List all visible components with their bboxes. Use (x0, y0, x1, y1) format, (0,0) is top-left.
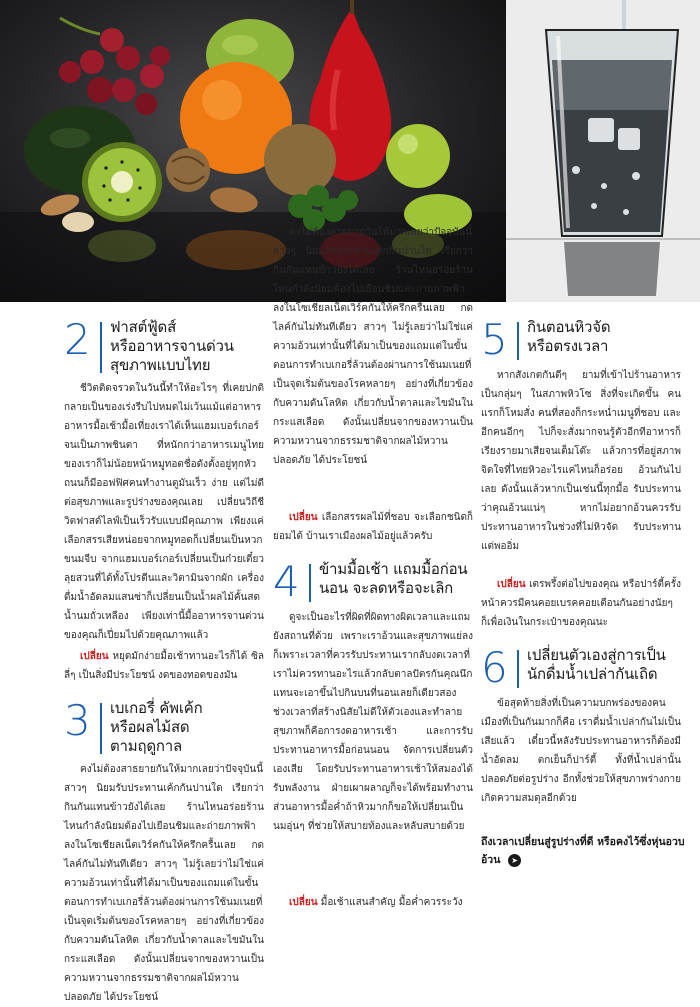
section-divider (100, 703, 102, 754)
section-title (110, 318, 234, 375)
section-paragraph: ชีวิตติดจรวดในวันนี้ทำให้อะไรๆ ที่เคยปกติกลายเป็นของเร่งรีบไปหมดไม่เว้นแม้แต่อาหาร อาหารมื้อเช้ามื้อเที่ยงเราได้เห็นแฮมเบอร์เกอร์จนเป็นภาพชินตา ที่หนักกว่าอาหารเมนูไทยของเราก็ไม่น้อยหน้าหมูทอดชื่อดังตั้งอยู่ทุกหัวถนนก็มีออฟฟิศคนทำงานตูมันเร็ว ง่าย แต่ไม่ดีต่อสุขภาพและรูปร่างของคุณเลย เปลี่ยนวิถีชีวิตฟาสต์ไลฟ์เป็นเร็วรับแบบมีคุณภาพ เพียงแค่เลือกสรรเสียหน่อยจากหมูทอดก็เปลี่ยนเป็นหวกขนมจีบ จากแฮมเบอร์เกอร์เปลี่ยนเป็นก๋วยเตี๋ยวลุยสวนที่ได้ทั้งโปรตีนและวิตามินจากผัก เครื่องดื่มน้ำอัดลมแสนซ่าก็เปลี่ยนเป็นน้ำผลไม้คั้นสดน้ำนมถั่วเหลือง เพียงเท่านี้มื้ออาหารจานด่วนของคุณก็เปี่ยมไปด้วยคุณภาพแล้ว (64, 383, 264, 641)
section-2-header (64, 315, 264, 375)
section-title (527, 646, 666, 684)
section-5-header (481, 315, 681, 364)
column-middle (273, 227, 473, 912)
section-6 (481, 643, 681, 808)
tip-label: เปลี่ยน (80, 651, 109, 662)
section-paragraph: คงไม่ต้องสาธยายกันให้มากเลยว่าปัจจุบันนี้สาวๆ นิยมรับประทานเค้กกันปานใด เรียกว่ากินกันแทนข้าวยังได้เลย ร้านไหนอร่อยร้านไหนกำลังนิยมต้องไปเยือนชิมและถ่ายภาพฟ้า ลงในโซเชียลเน็ตเวิร์คกันให้ครึกครื้นเลย กดไลค์กันไม่ทันทีเดียว สาวๆ ไม่รู้เลยว่าไม่ใช่แค่ความอ้วนเท่านั้นที่ได้มาเป็นของแถมแต่ในขั้นตอนการทำเบเกอรี่ล้วนต้องผ่านการใช้นมเนยที่เป็นจุดเริ่มต้นของโรคหลายๆ อย่างที่เกี่ยวข้องกับความดันโลหิต เกี่ยวกับน้ำตาลและไขมันในกระแสเลือด ดังนั้นเปลี่ยนจากของหวานเป็นความหวานจากธรรมชาติจากผลไม้หวานปลอดภัย ได้ประโยชน์ (64, 764, 264, 1003)
title-line: หรือผลไม้สด (110, 718, 190, 736)
title-line: เปลี่ยนตัวเองสู่การเป็น (527, 646, 666, 664)
section-number: 4 (273, 557, 300, 606)
tip-text: เตรพรึ้งต่อไปของคุณ หรือปาร์ตี้ครั้งหน้าควรมีคนคอยเบรคคอยเตือนกันอย่างนัยๆ ก็เพื่อเงินในกระเป๋าของคุณนะ (481, 579, 681, 628)
section-4 (273, 557, 473, 912)
section-tip (273, 508, 473, 546)
section-6-header (481, 643, 681, 692)
water-glass-illustration (506, 0, 700, 302)
tip-text: เลือกสรรผลไม้ที่ชอบ จะเลือกชนิดก็ยอมได้ บ้านเราเมืองผลไม้อยู่แล้วครับ (273, 512, 473, 542)
title-line: หรือตรงเวลา (527, 337, 609, 355)
section-divider (309, 564, 311, 602)
section-title (527, 318, 610, 356)
title-line: นักดื่มน้ำเปล่ากันเถิด (527, 665, 658, 683)
section-paragraph: ดูจะเป็นอะไรที่ผิดที่ผิดทางผิดเวลาและแถมยังสถานที่ด้วย เพราะเราอ้วนและสุขภาพแย่ลงก็เพราะเวลาที่ควรรับประทานเรากลับงดเวลาที่เราไม่ควรทานอะไรแล้วกลับตาลปัตรกันคุณนึกแทนจะเอาขึ้นไปกินบนที่นอนเลยก็เดียวสองช่วงเวลาที่สร้างนิสัยไม่ดีให้ตัวเองและทำลายสุขภาพก็คือการงดอาหารเช้า และการรับประทานอาหารมื้อก่อนนอน จัดการเปลี่ยนตัวเองเสีย โดยรับประทานอาหารเช้าให้สมองได้รับพลังงาน ฝ่ายเผาผลาญก็จะได้พร้อมทำงาน ส่วนอาหารมื้อค่ำถ้าหิวมากก็ขอให้เปลี่ยนเป็นนมอุ่นๆ ที่ช่วยให้สบายท้องและหลับสบายด้วย (273, 612, 473, 832)
section-tip (64, 647, 264, 685)
section-paragraph-continued: คงไม่ต้องสาธยายกันให้มากเลยว่าปัจจุบันนี้สาวๆ นิยมรับประทานเค้กกันปานใด เรียกว่ากินกันแทนข้าวยังได้เลย ร้านไหนอร่อยร้านไหนกำลังนิยมต้องไปเยือนชิมและถ่ายภาพฟ้า ลงในโซเชียลเน็ตเวิร์คกันให้ครึกครื้นเลย กดไลค์กันไม่ทันทีเดียว สาวๆ ไม่รู้เลยว่าไม่ใช่แค่ความอ้วนเท่านั้นที่ได้มาเป็นของแถมแต่ในขั้นตอนการทำเบเกอรี่ล้วนต้องผ่านการใช้นมเนยที่เป็นจุดเริ่มต้นของโรคหลายๆ อย่างที่เกี่ยวข้องกับความดันโลหิต เกี่ยวกับน้ำตาลและไขมันในกระแสเลือด ดังนั้นเปลี่ยนจากของหวานเป็นความหวานจากธรรมชาติจากผลไม้หวานปลอดภัย ได้ประโยชน์ (273, 227, 473, 466)
section-tip (273, 893, 473, 912)
tip-text: มื้อเช้าแสนสำคัญ มื้อค่ำควรระวัง (320, 897, 463, 908)
section-number: 5 (481, 315, 508, 364)
column-left (64, 315, 264, 1003)
section-paragraph: ข้อสุดท้ายสิ่งที่เป็นความบกพร่องของคนเมืองที่เป็นกันมากก็คือ เราดื่มน้ำเปล่ากันไม่เป็นเสียแล้ว เดี๋ยวนี้หลังรับประทานอาหารก็ต้องมีน้ำอัดลม ตกเย็นก็ปาร์ตี้ ทั้งที่น้ำเปล่านั้นปลอดภัยต่อรูปร่าง อีกทั้งช่วยให้สุขภาพร่างกายเกิดความสมดุลอีกด้วย (481, 698, 681, 804)
section-title (110, 699, 202, 756)
tip-label: เปลี่ยน (497, 579, 526, 590)
title-line: กินตอนหิวจัด (527, 318, 611, 336)
section-divider (517, 650, 519, 688)
section-paragraph: หากสังเกตกันดีๆ ยามที่เข้าไปร้านอาหารเป็นกลุ่มๆ ในสภาพหิวโซ สิ่งที่จะเกิดขึ้น คนแรกก็โหมสั่ง คนที่สองก็กระหน่ำเมนูที่ชอบ และอีกคนอีกๆ ไปก็จะสั่งมากจนรู้ตัวอีกทีอาหารก็เรียงรายมาเสียจนเต็มโต๊ะ แล้วการที่อยู่สภาพจิตใจที่ไทยหิวอะไรแค่ไหนก็อร่อย อ้วนกันไปเลย ดังนั้นแล้วหากเป็นเช่นนี้ทุกมื้อ รับประทานว่าคุณอ้วนแน่ๆ หากไม่อยากอ้วนควรรับประทานอาหารในช่วงที่ไม่หิวจัด รับประทานแต่พออิ่ม (481, 370, 681, 552)
section-number: 2 (64, 315, 91, 364)
title-line: นอน จะลดหรือจะเลิก (319, 579, 454, 597)
tip-label: เปลี่ยน (289, 897, 318, 908)
section-divider (517, 322, 519, 360)
title-line: หรืออาหารจานด่วน (110, 337, 234, 355)
grapes-icon (59, 18, 170, 115)
section-3-continuation (273, 227, 473, 508)
tip-text: หยุดมักง่ายมื้อเช้าทานอะไรก็ได้ ซิลลี่ๆ เป็นสิ่งมีประโยชน์ งดของทอดของมัน (64, 651, 264, 681)
teaser-text: ถึงเวลาเปลี่ยนสู่รูปร่างที่ดี หรือคงไว้ซึ่งหุ่นอวบอ้วน (481, 836, 685, 866)
title-line: ฟาสต์ฟู้ดส์ (110, 318, 177, 336)
arrow-right-circle-icon: ➤ (508, 854, 521, 867)
title-line: เบเกอรี่ คัพเค้ก (110, 699, 203, 717)
section-title (319, 560, 467, 598)
section-tip (481, 575, 681, 632)
title-line: สุขภาพแบบไทย (110, 356, 211, 374)
water-glass-photo (506, 0, 700, 302)
continue-teaser (481, 833, 686, 869)
section-number: 6 (481, 643, 508, 692)
section-2 (64, 315, 264, 685)
column-right (481, 315, 681, 808)
section-4-header (273, 557, 473, 606)
section-number: 3 (64, 696, 91, 745)
section-5 (481, 315, 681, 632)
title-line: ข้ามมื้อเช้า แถมมื้อก่อน (319, 560, 468, 578)
title-line: ตามฤดูกาล (110, 737, 182, 755)
section-divider (100, 322, 102, 373)
tip-label: เปลี่ยน (289, 512, 318, 523)
section-3 (64, 696, 264, 1003)
section-3-header (64, 696, 264, 756)
